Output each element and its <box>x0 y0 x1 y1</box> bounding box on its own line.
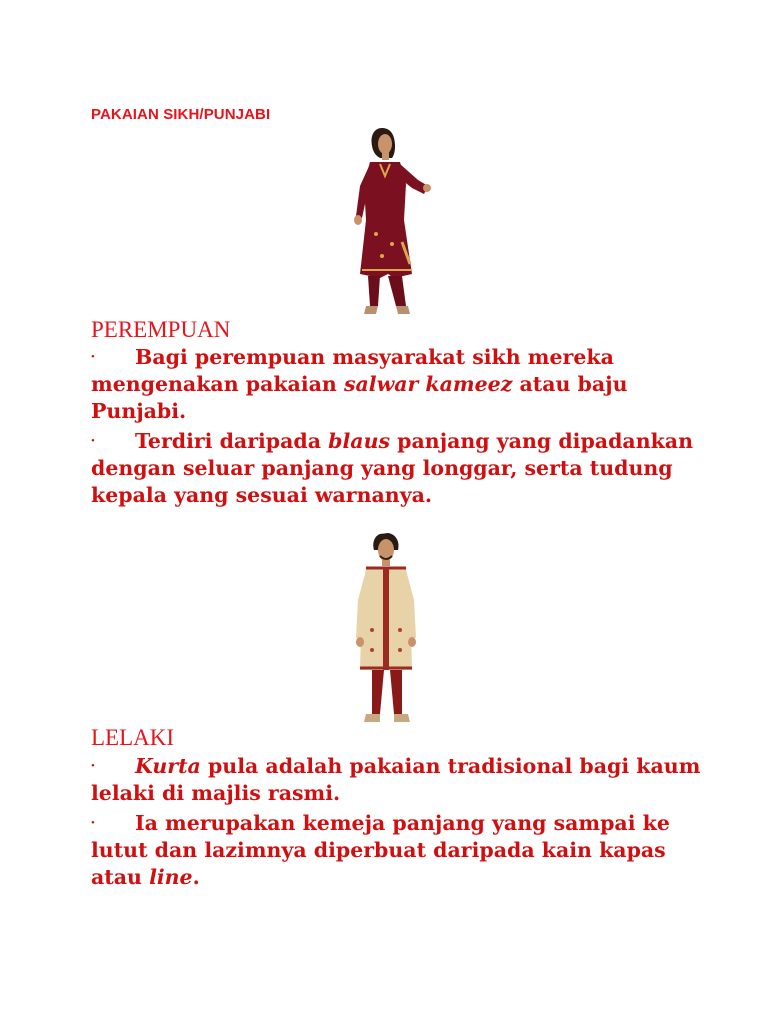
bullet: • <box>91 760 95 772</box>
italic-term: line <box>149 865 193 889</box>
italic-term: blaus <box>328 429 391 453</box>
list-item <box>91 753 711 807</box>
text-segment: Ia merupakan kemeja panjang yang sampai ke lutut dan lazimnya diperbuat daripada kain kapas atau <box>91 811 670 889</box>
text-segment: atau baju Punjabi. <box>91 372 628 423</box>
bullet: • <box>91 817 95 829</box>
italic-term: salwar kameez <box>343 372 513 396</box>
list-item <box>91 344 711 425</box>
text-segment: Bagi perempuan masyarakat sikh mereka mengenakan pakaian <box>91 345 614 396</box>
text-segment: pula adalah pakaian tradisional bagi kaum lelaki di majlis rasmi. <box>91 754 701 805</box>
text-segment: . <box>192 865 200 889</box>
italic-term: Kurta <box>135 754 201 778</box>
man-kurta-photo <box>350 530 430 728</box>
page-title: PAKAIAN SIKH/PUNJABI <box>91 106 271 123</box>
bullet: • <box>91 435 95 447</box>
section-heading-lelaki: LELAKI <box>91 725 175 750</box>
bullet: • <box>91 351 95 363</box>
list-item <box>91 428 711 509</box>
text-segment: panjang yang dipadankan dengan seluar panjang yang longgar, serta tudung kepala yang sesuai warnanya. <box>91 429 693 507</box>
woman-salwar-kameez-photo <box>332 124 442 318</box>
section-heading-perempuan: PEREMPUAN <box>91 317 231 342</box>
list-item <box>91 810 711 891</box>
text-segment: Terdiri daripada <box>135 429 329 453</box>
